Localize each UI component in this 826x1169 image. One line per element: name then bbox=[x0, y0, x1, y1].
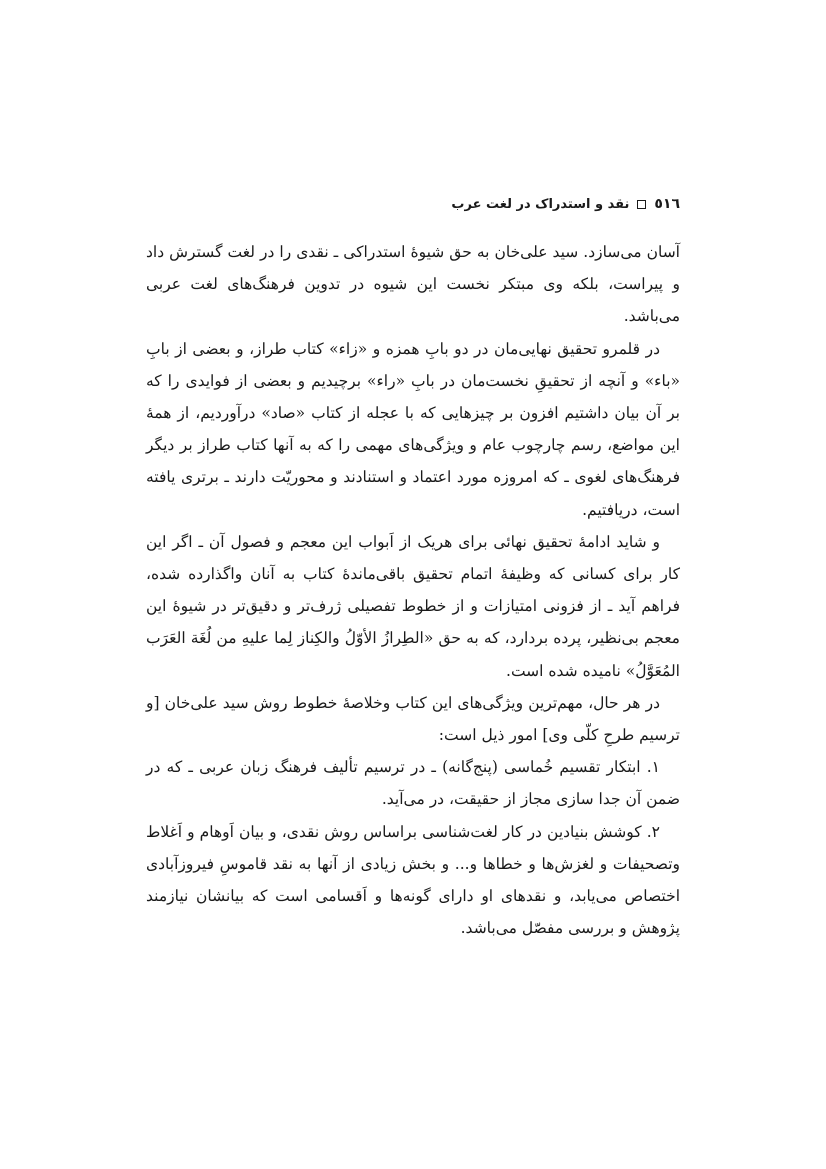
page-header bbox=[451, 196, 680, 212]
paragraph-2: در قلمرو تحقیق نهایی‌مان در دو بابِ همزه و «زاء» کتاب طراز، و بعضی از بابِ «باء» و آنچه از تحقیقِ نخست‌مان در بابِ «راء» برچیدیم و بعضی از فوایدی را که بر آن بیان داشتیم افزون بر چیزهایی که با عجله از کتاب «صاد» درآوردیم، از همهٔ این مواضع، رسم چارچوب عام و ویژگی‌های مهمی را که به آنها کتاب طراز بر دیگر فرهنگ‌های لغوی ـ که امروزه مورد اعتماد و استنادند و محوریّت دارند ـ برتری یافته است، دریافتیم. bbox=[146, 339, 680, 519]
paragraph-3: و شاید ادامهٔ تحقیق نهائی برای هریک از اَبواب این معجم و فصول آن ـ اگر این کار برای کسانی که وظیفهٔ اتمام تحقیق باقی‌ماندهٔ کتاب به آنان واگذارده شده، فراهم آید ـ از فزونی امتیازات و از خطوط تفصیلی ژرف‌تر و دقیق‌تر در شیوهٔ این معجم بی‌نظیر، پرده بردارد، که به حق «الطِرازُ الأوّلُ والکِناز لِما علیهِ من لُغَة العَرَب المُعَوَّلُ» نامیده شده است. bbox=[146, 532, 680, 680]
square-icon bbox=[637, 200, 646, 209]
paragraph-4: در هر حال، مهم‌ترین ویژگی‌های این کتاب وخلاصهٔ خطوط روش سید علی‌خان [و ترسیم طرحِ کلّی وی] امور ذیل است: bbox=[146, 693, 680, 745]
running-title: نقد و استدراک در لغت عرب bbox=[451, 196, 630, 212]
page-number: ٥١٦ bbox=[654, 196, 680, 212]
paragraph-1: آسان می‌سازد. سید علی‌خان به حق شیوهٔ استدراکی ـ نقدی را در لغت گسترش داد و پیراست، بلکه وی مبتکر نخست این شیوه در تدوین فرهنگ‌های لغت عربی می‌باشد. bbox=[146, 243, 680, 326]
body-text bbox=[146, 236, 680, 944]
paragraph-5: ۱. ابتکار تقسیم خُماسی (پنج‌گانه) ـ در ترسیم تألیف فرهنگ زبان عربی ـ که در ضمن آن جدا سازی مجاز از حقیقت، در می‌آید. bbox=[146, 758, 680, 809]
paragraph-6: ۲. کوشش بنیادین در کار لغت‌شناسی براساس روش نقدی، و بیان اَوهام و اَغلاط وتصحیفات و لغزش‌ها و خطاها و... و بخش زیادی از آنها به نقد قاموسِ فیروزآبادی اختصاص می‌یابد، و نقدهای او دارای گونه‌ها و اَقسامی است که بیانشان نیازمند پژوهش و بررسی مفصّل می‌باشد. bbox=[146, 822, 680, 938]
